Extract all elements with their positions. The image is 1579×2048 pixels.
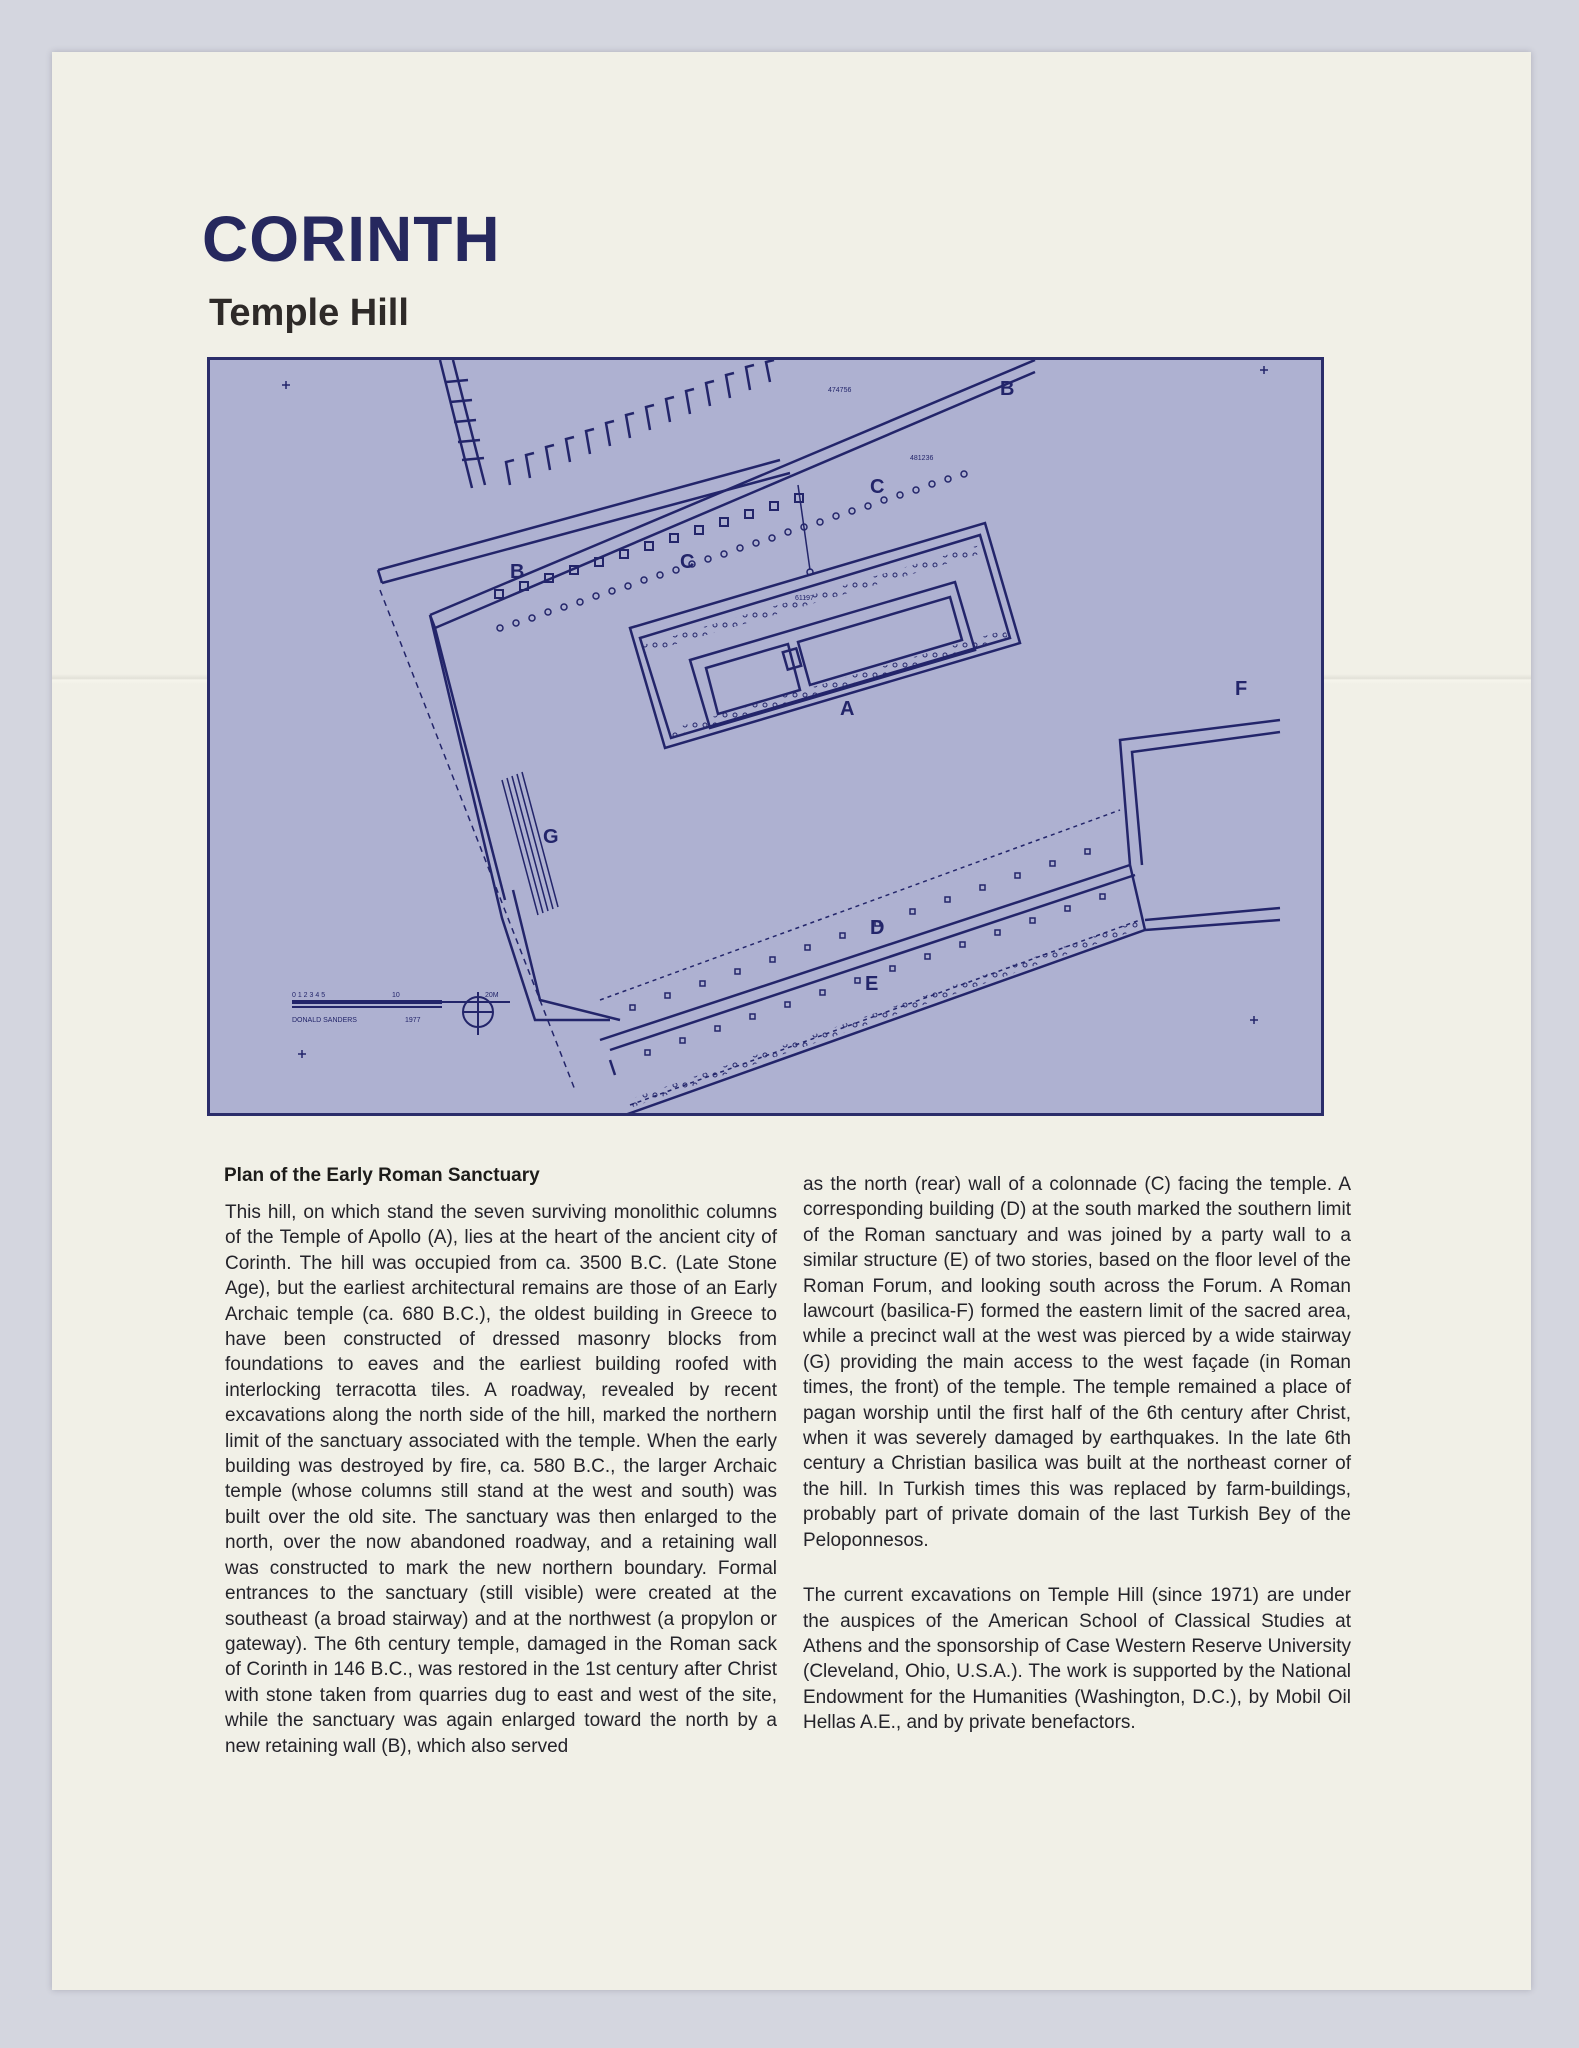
colonnade-c-columns [497, 471, 967, 631]
west-precinct-wall [430, 615, 620, 1020]
label-c-east: C [870, 476, 885, 498]
body-paragraph-2: as the north (rear) wall of a colonnade (C) facing the temple. A corresponding building (D) at the south marked the southern limit of the Roman sanctuary and was joined by a party wall to a similar structure (E) of two stories, based on the floor level of the Roman Forum, and looking south across the Forum. A Roman lawcourt (basilica-F) formed the eastern limit of the sacred area, while a precinct wall at the west was pierced by a wide stairway (G) providing the main access to the west façade (in Roman times, the front) of the temple. The temple remained a place of pagan worship until the first half of the 6th century after Christ, when it was severely damaged by earthquakes. In the late 6th century a Christian basilica was built at the northeast corner of the hill. In Turkish times this was replaced by farm-buildings, probably part of private domain of the last Turkish Bey of the Peloponnesos. [803, 1174, 1351, 1551]
building-d-dashed [600, 810, 1140, 1105]
west-room-walls [446, 380, 484, 460]
elevation-3: 61197 [795, 595, 814, 602]
body-paragraph-3: The current excavations on Temple Hill (since 1971) are under the auspices of the American School of Classical Studies at Athens and the sponsorship of Case Western Reserve University (Cleveland, Ohio, U.S.A.). The work is supported by the National Endowment for the Humanities (Washington, D.C.), by Mobil Oil Hellas A.E., and by private benefactors. [803, 1585, 1351, 1734]
site-plan-drawing [210, 360, 1321, 1113]
body-column-left [225, 1200, 777, 1759]
figure-caption: Plan of the Early Roman Sanctuary [224, 1165, 540, 1186]
building-e-colonnade [628, 920, 1142, 1108]
label-a: A [840, 698, 855, 720]
label-b-north: B [1000, 378, 1015, 400]
body-column-right [803, 1172, 1351, 1736]
document-sheet [52, 52, 1531, 1990]
label-e: E [865, 973, 879, 995]
label-d: D [870, 917, 885, 939]
scale-label-20: 20M [485, 992, 499, 999]
scale-label-10: 10 [392, 992, 400, 999]
page-subtitle: Temple Hill [209, 292, 409, 334]
site-plan-figure [207, 357, 1324, 1116]
plan-year: 1977 [405, 1017, 421, 1024]
buildings-d-e-walls [600, 720, 1280, 1113]
page-title: CORINTH [202, 203, 501, 275]
plan-author: DONALD SANDERS [292, 1017, 357, 1024]
elevation-1: 474756 [828, 387, 852, 394]
elevation-2: 481236 [910, 455, 934, 462]
label-g: G [543, 826, 559, 848]
label-b-west: B [510, 561, 525, 583]
north-room-walls [506, 360, 774, 485]
body-paragraph-1: This hill, on which stand the seven surviving monolithic columns of the Temple of Apollo (A), lies at the heart of the ancient city of Corinth. The hill was occupied from ca. 3500 B.C. (Late Stone Age), but the earliest architectural remains are those of an Early Archaic temple (ca. 680 B.C.), the oldest building in Greece to have been constructed of dressed masonry blocks from foundations to eaves and the earliest building roofed with interlocking terracotta tiles. A roadway, revealed by recent excavations along the north side of the hill, marked the northern limit of the sanctuary associated with the temple. When the early building was destroyed by fire, ca. 580 B.C., the larger Archaic temple (whose columns still stand at the west and south) was built over the old site. The sanctuary was then enlarged to the north, over the now abandoned roadway, and a retaining wall was constructed to mark the new northern boundary. Formal entrances to the sanctuary (still visible) were created at the southeast (a broad stairway) and at the northwest (a propylon or gateway). The 6th century temple, damaged in the Roman sack of Corinth in 146 B.C., was restored in the 1st century after Christ with stone taken from quarries dug to east and west of the site, while the sanctuary was again enlarged toward the north by a new retaining wall (B), which also served [225, 1202, 777, 1757]
label-f: F [1235, 678, 1248, 700]
scale-numbers: 0 1 2 3 4 5 [292, 992, 326, 999]
label-c-west: C [680, 551, 695, 573]
